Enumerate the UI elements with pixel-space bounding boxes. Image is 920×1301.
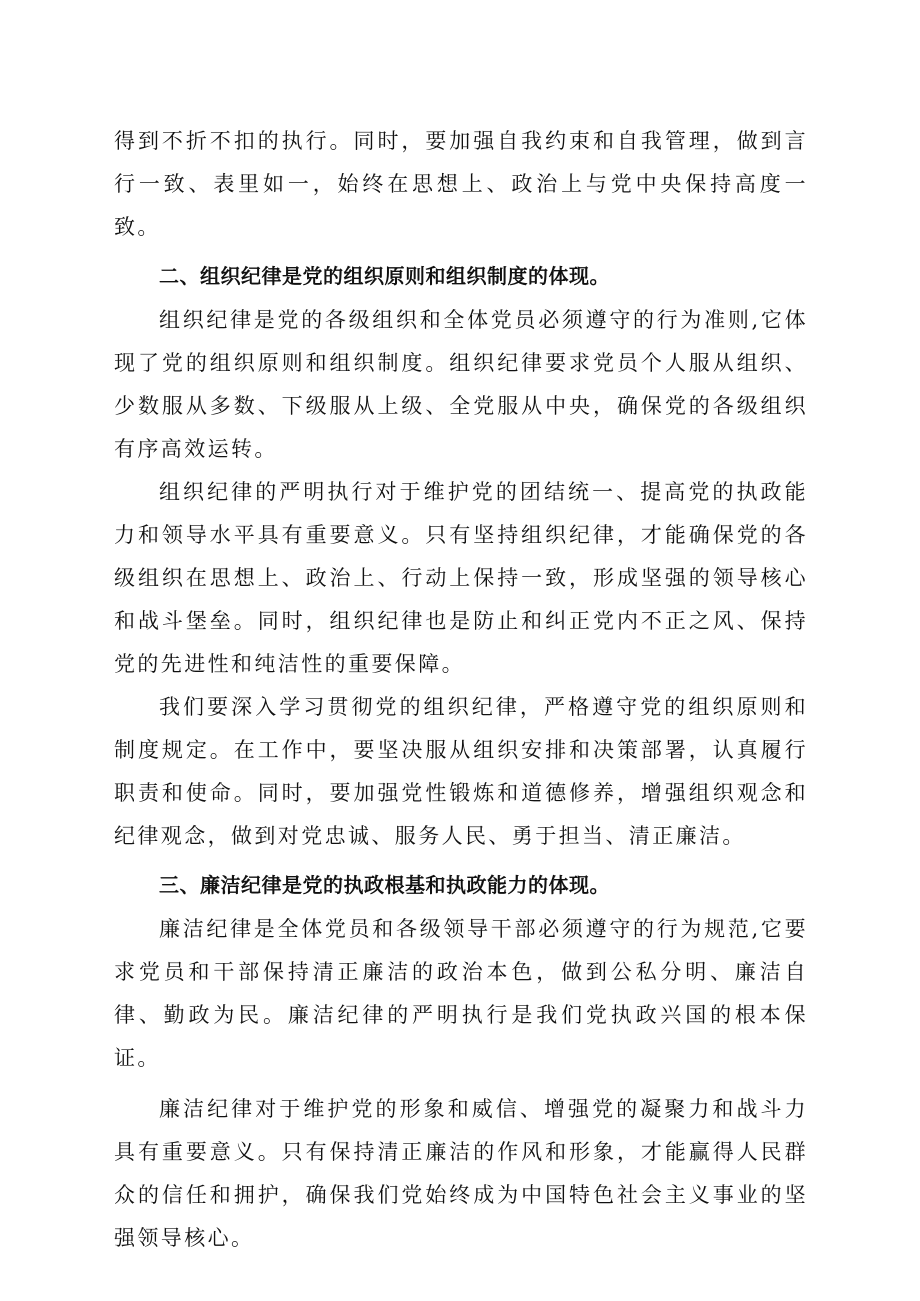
section-2-paragraph-2: 组织纪律的严明执行对于维护党的团结统一、提高党的执政能力和领导水平具有重要意义。只有坚持组织纪律，才能确保党的各级组织在思想上、政治上、行动上保持一致，形成坚强的领导核心和战斗堡垒。同时，组织纪律也是防止和纠正党内不正之风、保持党的先进性和纯洁性的重要保障。 [114,480,808,676]
section-2-paragraph-1: 组织纪律是党的各级组织和全体党员必须遵守的行为准则,它体现了党的组织原则和组织制度。组织纪律要求党员个人服从组织、少数服从多数、下级服从上级、全党服从中央，确保党的各级组织有序高效运转。 [114,308,808,461]
section-2-heading: 二、组织纪律是党的组织原则和组织制度的体现。 [159,264,610,288]
section-2-paragraph-3: 我们要深入学习贯彻党的组织纪律，严格遵守党的组织原则和制度规定。在工作中，要坚决服从组织安排和决策部署，认真履行职责和使命。同时，要加强党性锻炼和道德修养，增强组织观念和纪律观念，做到对党忠诚、服务人民、勇于担当、清正廉洁。 [114,695,808,848]
paragraph-spacer [114,1080,808,1088]
section-3-paragraph-1: 廉洁纪律是全体党员和各级领导干部必须遵守的行为规范,它要求党员和干部保持清正廉洁的政治本色，做到公私分明、廉洁自律、勤政为民。廉洁纪律的严明执行是我们党执政兴国的根本保证。 [114,917,808,1070]
continuation-paragraph: 得到不折不扣的执行。同时，要加强自我约束和自我管理，做到言行一致、表里如一，始终在思想上、政治上与党中央保持高度一致。 [114,129,808,239]
section-3-paragraph-2: 廉洁纪律对于维护党的形象和威信、增强党的凝聚力和战斗力具有重要意义。只有保持清正廉洁的作风和形象，才能赢得人民群众的信任和拥护，确保我们党始终成为中国特色社会主义事业的坚强领导核心。 [114,1097,808,1250]
section-3-heading: 三、廉洁纪律是党的执政根基和执政能力的体现。 [159,873,610,897]
document-body [114,120,808,1260]
